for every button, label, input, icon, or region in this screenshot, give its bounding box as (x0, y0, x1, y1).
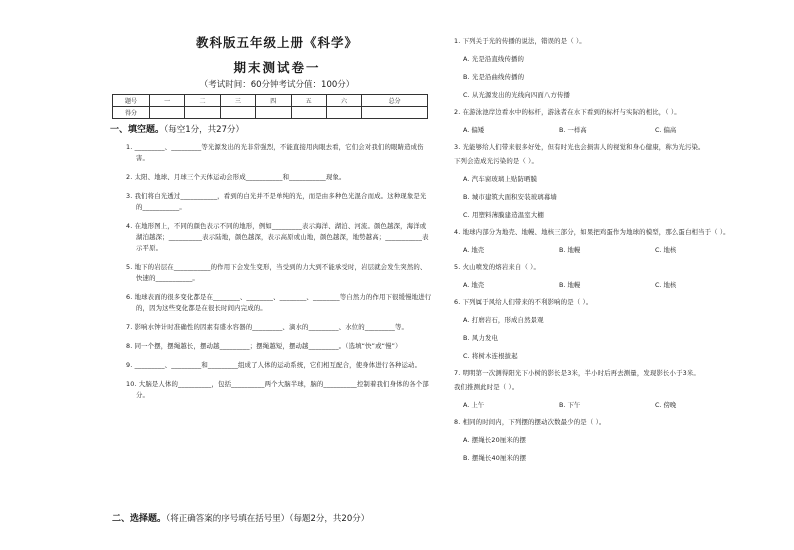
choice-option: C. 从光源发出的光线向四面八方传播 (463, 91, 571, 99)
section-heading-choice: 二、选择题。（将正确答案的序号填在括号里）（每题2分，共20分） (112, 514, 370, 524)
right-column (454, 10, 780, 463)
choice-option: A. 汽车窗玻璃上贴防晒膜 (463, 175, 538, 183)
fill-question: 8. 同一个摆，摆绳越长，摆动越_________；摆绳越短，摆动越_________。（选填“快”或“慢”） (126, 342, 402, 350)
score-entry-cell[interactable] (185, 107, 220, 119)
fill-question: 9. _________、_________和_________组成了人体的运动系统，它们相互配合，使身体进行各种运动。 (126, 361, 422, 369)
choice-question-stem: 1. 下列关于光的传播的说法，错误的是（ ）。 (454, 37, 586, 45)
choice-options-row (454, 245, 780, 255)
choice-option: A. 地壳 (463, 246, 485, 254)
fill-question: 6. 地球表面的很多变化都是在________、________、________、________等自然力的作用下很缓慢地进行的，因为这些变化都是在很长时间内完成的。 (126, 293, 432, 312)
choice-option: B. 地幔 (559, 281, 581, 289)
choice-option: A. 地壳 (463, 281, 485, 289)
choice-option: B. 城市建筑大面积安装玻璃幕墙 (463, 193, 557, 201)
choice-option: A. 摆绳长20厘米的摆 (463, 436, 526, 444)
choice-options-row (454, 400, 780, 410)
exam-title: 教科版五年级上册《科学》 (195, 35, 358, 50)
score-entry-cell[interactable] (220, 107, 255, 119)
score-table-score-row (113, 107, 428, 119)
choice-option: A. 偏矮 (463, 126, 485, 134)
exam-info: （考试时间：60分钟考试分值：100分） (199, 80, 355, 90)
score-cell: 四 (256, 95, 291, 107)
score-entry-cell[interactable] (150, 107, 185, 119)
left-column (112, 34, 432, 401)
fill-question: 3. 我们将白光透过___________，看到的白光并不是单纯的光，而是由多种色光混合而成。这种现象是光的___________。 (126, 192, 427, 211)
choice-option: B. 一样高 (559, 126, 587, 134)
score-cell: 五 (291, 95, 326, 107)
choice-option: C. 用塑料薄膜建造温室大棚 (463, 211, 544, 219)
choice-option: C. 偏高 (655, 126, 677, 134)
choice-option: C. 地核 (655, 246, 677, 254)
choice-option: A. 光是沿直线传播的 (463, 55, 525, 63)
fill-question: 2. 太阳、地球、月球三个天体运动会形成___________和___________现象。 (126, 173, 346, 181)
score-table-header-row (113, 95, 428, 107)
choice-question-stem-continued: 我们推测此时是（ ）。 (454, 383, 519, 391)
choice-option: B. 风力发电 (463, 334, 499, 342)
choice-option: B. 摆绳长40厘米的摆 (463, 454, 527, 462)
exam-subtitle: 期末测试卷一 (233, 60, 321, 75)
choice-question-stem: 4. 地球内部分为地壳、地幔、地核三部分，如果把鸡蛋作为地球的模型，那么蛋白相当于（ ）。 (454, 228, 730, 236)
choice-option: B. 地幔 (559, 246, 581, 254)
choice-option: B. 下午 (559, 401, 581, 409)
choice-question-stem: 6. 下列属于风给人们带来的不利影响的是（ ）。 (454, 298, 593, 306)
choice-option: A. 打磨岩石，形成自然景观 (463, 316, 544, 324)
choice-option: A. 上午 (463, 401, 485, 409)
fill-question: 4. 在地形图上，不同的颜色表示不同的地形，例如_________表示海洋、湖泊、河流。颜色越深，海洋或湖泊越深；__________表示陆地，颜色越深，表示高原或山地，颜色越深，地势越高；___________表示平原。 (126, 222, 429, 252)
choice-option: C. 傍晚 (655, 401, 677, 409)
choice-options-row (454, 280, 780, 290)
choice-option: C. 地核 (655, 281, 677, 289)
score-table (112, 94, 428, 119)
score-entry-cell[interactable] (362, 107, 428, 119)
choice-question-stem: 3. 光能够给人们带来很多好处，但有时光也会损害人的视觉和身心健康，称为光污染。 (454, 143, 705, 151)
section-heading-fill-blank: 一、填空题。（每空1分，共27分） (110, 125, 244, 135)
choice-question-stem-continued: 下列会造成光污染的是（ ）。 (454, 157, 539, 165)
score-cell: 一 (150, 95, 185, 107)
score-entry-cell[interactable] (256, 107, 291, 119)
choice-question-stem: 7. 明明第一次测得阳光下小树的影长是3米，半小时后再去测量，发现影长小于3米。 (454, 369, 700, 377)
fill-question: 1. _________、_________等光源发出的光非常强烈，不能直接用肉眼去看，它们会对我们的眼睛造成伤害。 (126, 143, 424, 162)
choice-options-row (454, 125, 780, 135)
score-cell: 总分 (362, 95, 428, 107)
score-entry-cell[interactable] (291, 107, 326, 119)
score-cell: 题号 (113, 95, 150, 107)
choice-question-stem: 5. 火山喷发的熔岩来自（ ）。 (454, 263, 541, 271)
choice-option: C. 将树木连根拔起 (463, 352, 518, 360)
fill-question: 7. 影响水钟计时准确性的因素有盛水容器的_________、滴水的_________、水位的_________等。 (126, 323, 409, 331)
choice-question-stem: 8. 相同的时间内，下列摆的摆动次数最少的是（ ）。 (454, 418, 606, 426)
score-cell: 二 (185, 95, 220, 107)
score-entry-cell[interactable] (326, 107, 361, 119)
fill-question: 10. 大脑是人体的__________，包括__________两个大脑半球，脑的__________控制着我们身体的各个部分。 (126, 380, 429, 399)
score-cell: 得分 (113, 107, 150, 119)
score-cell: 三 (220, 95, 255, 107)
fill-question: 5. 地下的岩层在___________的作用下会发生变形，当受到的力大到不能承受时，岩层就会发生突然的、快速的___________。 (126, 263, 427, 282)
score-cell: 六 (326, 95, 361, 107)
choice-option: B. 光是沿曲线传播的 (463, 73, 525, 81)
choice-question-stem: 2. 在游泳池岸边看水中的标杆，游泳者在水下看到的标杆与实际的相比，（ ）。 (454, 108, 681, 116)
